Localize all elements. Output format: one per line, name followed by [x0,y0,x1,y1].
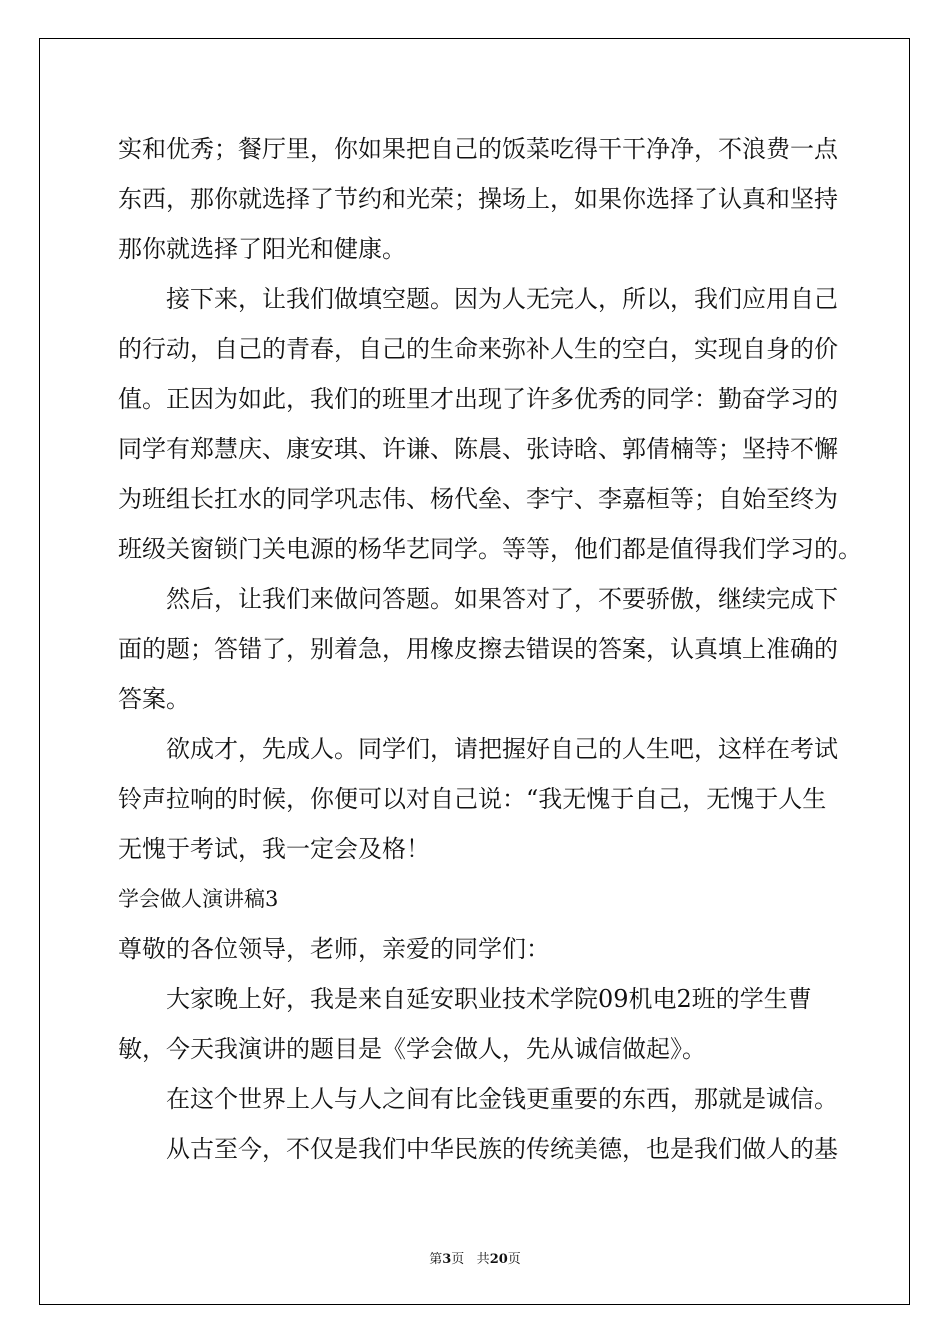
paragraph-first-line: 大家晚上好，我是来自延安职业技术学院09机电2班的学生曹 [166,985,812,1013]
page-prefix: 第 [429,1252,443,1267]
text-line: 敏，今天我演讲的题目是《学会做人，先从诚信做起》。 [118,1035,706,1063]
text-line: 无愧于考试，我一定会及格！ [118,835,430,863]
paragraph-first-line: 接下来，让我们做填空题。因为人无完人，所以，我们应用自己 [166,285,838,313]
total-unit: 页 [507,1252,521,1267]
total-page-count: 20 [489,1252,508,1267]
document-body [118,124,862,1174]
current-page-number: 3 [442,1252,452,1267]
total-prefix: 共 [476,1252,490,1267]
paragraph-first-line: 然后，让我们来做问答题。如果答对了，不要骄傲，继续完成下 [166,585,838,613]
text-line: 实和优秀；餐厅里，你如果把自己的饭菜吃得干干净净，不浪费一点 [118,135,838,163]
text-line: 的行动，自己的青春，自己的生命来弥补人生的空白，实现自身的价 [118,335,838,363]
text-line: 班级关窗锁门关电源的杨华艺同学。等等，他们都是值得我们学习的。 [118,535,862,563]
text-line: 同学有郑慧庆、康安琪、许谦、陈晨、张诗晗、郭倩楠等；坚持不懈 [118,435,838,463]
salutation: 尊敬的各位领导，老师，亲爱的同学们： [118,935,550,963]
text-line: 面的题；答错了，别着急，用橡皮擦去错误的答案，认真填上准确的 [118,635,838,663]
text-line: 值。正因为如此，我们的班里才出现了许多优秀的同学：勤奋学习的 [118,385,838,413]
paragraph-first-line: 在这个世界上人与人之间有比金钱更重要的东西，那就是诚信。 [166,1085,838,1113]
paragraph-first-line: 欲成才，先成人。同学们，请把握好自己的人生吧，这样在考试 [166,735,838,763]
text-line: 铃声拉响的时候，你便可以对自己说：“我无愧于自己，无愧于人生 [118,785,827,813]
paragraph-first-line: 从古至今，不仅是我们中华民族的传统美德，也是我们做人的基 [166,1135,838,1163]
section-heading: 学会做人演讲稿3 [118,887,279,911]
text-line: 东西，那你就选择了节约和光荣；操场上，如果你选择了认真和坚持 [118,185,838,213]
page-unit: 页 [451,1252,465,1267]
text-line: 那你就选择了阳光和健康。 [118,235,406,263]
text-line: 答案。 [118,685,190,713]
text-line: 为班组长扛水的同学巩志伟、杨代垒、李宁、李嘉桓等；自始至终为 [118,485,838,513]
page-footer [0,1248,950,1267]
